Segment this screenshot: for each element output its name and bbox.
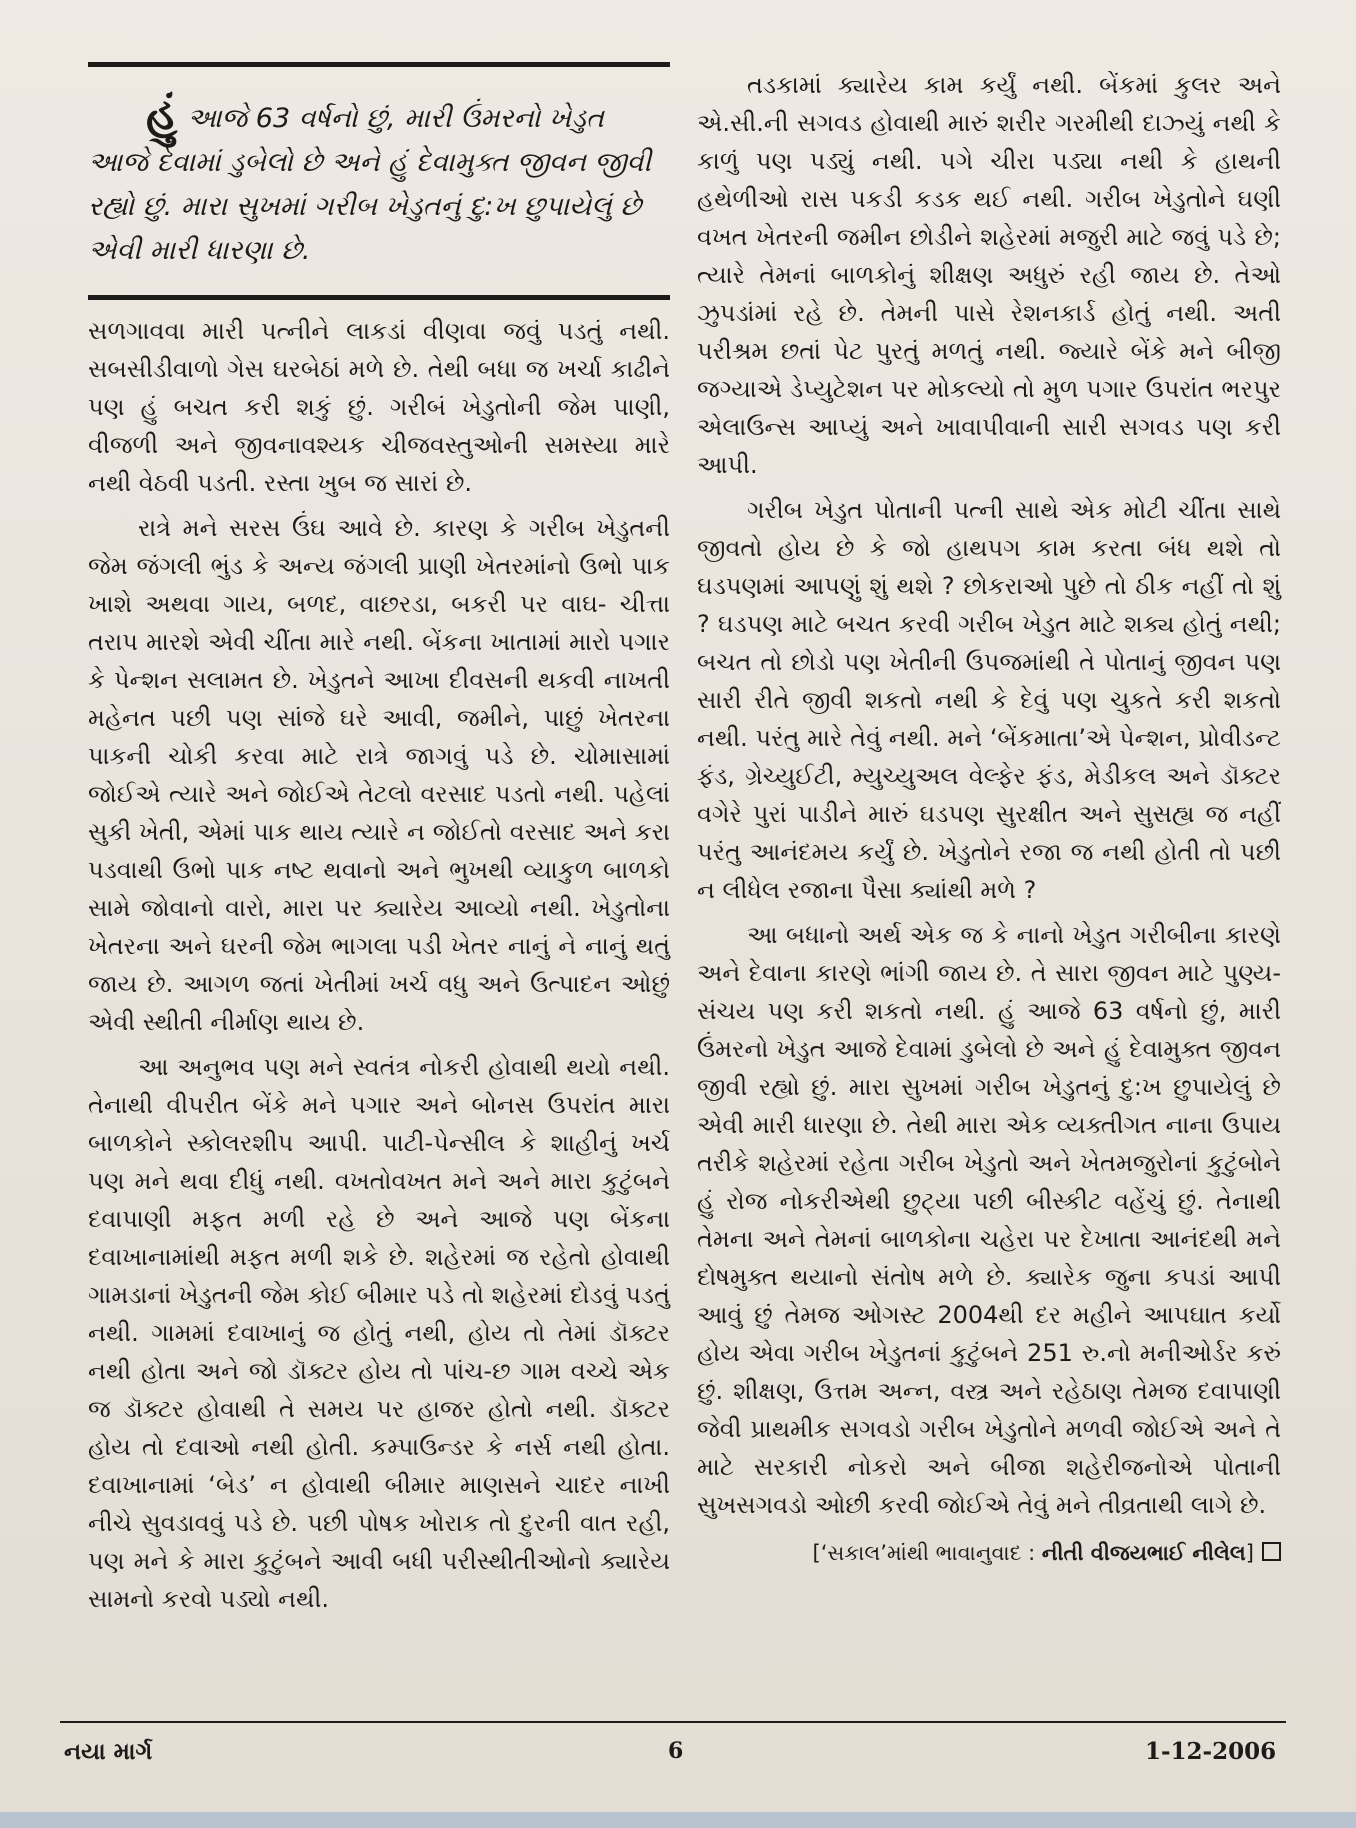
pull-quote-initial: હું [146,89,178,140]
right-paragraph-3: આ બધાનો અર્થ એક જ કે નાનો ખેડુત ગરીબીના કારણે અને દેવાના કારણે ભાંગી જાય છે. તે સારા જીવન માટે પુણ્ય-સંચય પણ કરી શકતો નથી. હું આજે 63 વર્ષનો છું, મારી ઉંમરનો ખેડુત આજે દેવામાં ડુબેલો છે અને હું દેવામુક્ત જીવન જીવી રહ્યો છું. મારા સુખમાં ગરીબ ખેડુતનું દુ:ખ છુપાયેલું છે એવી મારી ધારણા છે. તેથી મારા એક વ્યક્તીગત નાના ઉપાય તરીકે શહેરમાં રહેતા ગરીબ ખેડુતો અને ખેતમજુરોનાં કુટુંબોને હું રોજ નોકરીએથી છુટ્યા પછી બીસ્કીટ વહેંચું છું. તેનાથી તેમના અને તેમનાં બાળકોના ચહેરા પર દેખાતા આનંદથી મને દોષમુક્ત થયાનો સંતોષ મળે છે. ક્યારેક જુના કપડાં આપી આવું છું તેમજ ઓગસ્ટ 2004થી દર મહીને આપઘાત કર્યો હોય એવા ગરીબ ખેડુતનાં કુટુંબને 251 રુ.નો મનીઓર્ડર કરું છું. શીક્ષણ, ઉત્તમ અન્ન, વસ્ત્ર અને રહેઠાણ તેમજ દવાપાણી જેવી પ્રાથમીક સગવડો ગરીબ ખેડુતોને મળવી જોઈએ અને તે માટે સરકારી નોકરો અને બીજા શહેરીજનોએ પોતાની સુખસગવડો ઓછી કરવી જોઈએ તેવું મને તીવ્રતાથી લાગે છે. [697,921,1281,1519]
page-number: 6 [668,1738,684,1764]
end-mark-icon [1262,1542,1281,1561]
left-column [88,62,670,1625]
credit-suffix: ] [1245,1541,1254,1565]
pull-quote-text: આજે 63 વર્ષનો છું, મારી ઉંમરનો ખેડુત આજે દેવામાં ડુબેલો છે અને હું દેવામુક્ત જીવન જીવી રહ્યો છું. મારા સુખમાં ગરીબ ખેડુતનું દુ:ખ છુપાયેલું છે એવી મારી ધારણા છે. [88,103,652,266]
magazine-name: નયા માર્ગ [64,1738,153,1765]
pull-quote [88,67,670,295]
right-paragraph-1: તડકામાં ક્યારેય કામ કર્યું નથી. બેંકમાં કુલર અને એ.સી.ની સગવડ હોવાથી મારું શરીર ગરમીથી દાઝ્યું નથી કે કાળું પણ પડ્યું નથી. પગે ચીરા પડ્યા નથી કે હાથની હથેળીઓ રાસ પકડી કડક થઈ નથી. ગરીબ ખેડુતોને ઘણી વખત ખેતરની જમીન છોડીને શહેરમાં મજુરી માટે જવું પડે છે; ત્યારે તેમનાં બાળકોનું શીક્ષણ અધુરું રહી જાય છે. તેઓ ઝુપડાંમાં રહે છે. તેમની પાસે રેશનકાર્ડ હોતું નથી. અતી પરીશ્રમ છતાં પેટ પુરતું મળતું નથી. જ્યારે બેંકે મને બીજી જગ્યાએ ડેપ્યુટેશન પર મોકલ્યો તો મુળ પગાર ઉપરાંત ભરપુર એલાઉન્સ આપ્યું અને ખાવાપીવાની સારી સગવડ પણ કરી આપી. [697,71,1281,479]
right-column [697,66,1281,1572]
footer-rule [60,1721,1286,1723]
left-paragraph-3: આ અનુભવ પણ મને સ્વતંત્ર નોકરી હોવાથી થયો નથી. તેનાથી વીપરીત બેંકે મને પગાર અને બોનસ ઉપરાંત મારા બાળકોને સ્કોલરશીપ આપી. પાટી-પેન્સીલ કે શાહીનું ખર્ચ પણ મને થવા દીધું નથી. વખતોવખત મને અને મારા કુટુંબને દવાપાણી મફત મળી રહે છે અને આજે પણ બેંકના દવાખાનામાંથી મફત મળી શકે છે. શહેરમાં જ રહેતો હોવાથી ગામડાનાં ખેડુતની જેમ કોઈ બીમાર પડે તો શહેરમાં દોડવું પડતું નથી. ગામમાં દવાખાનું જ હોતું નથી, હોય તો તેમાં ડૉક્ટર નથી હોતા અને જો ડૉક્ટર હોય તો પાંચ-છ ગામ વચ્ચે એક જ ડૉક્ટર હોવાથી તે સમય પર હાજર હોતો નથી. ડૉક્ટર હોય તો દવાઓ નથી હોતી. કમ્પાઉન્ડર કે નર્સ નથી હોતા. દવાખાનામાં ‘બેડ’ ન હોવાથી બીમાર માણસને ચાદર નાખી નીચે સુવડાવવું પડે છે. પછી પોષક ખોરાક તો દુરની વાત રહી, પણ મને કે મારા કુટુંબને આવી બધી પરીસ્થીતીઓનો ક્યારેય સામનો કરવો પડ્યો નથી. [88,1053,670,1613]
pullquote-bottom-rule [88,295,670,300]
credit-prefix: [‘સકાલ’માંથી ભાવાનુવાદ : [812,1541,1042,1565]
scan-background-strip [0,1812,1356,1828]
translation-credit [697,1534,1281,1572]
credit-name: નીતી વીજયભાઈ નીલેલ [1041,1541,1246,1565]
right-paragraph-2: ગરીબ ખેડુત પોતાની પત્ની સાથે એક મોટી ચીંતા સાથે જીવતો હોય છે કે જો હાથપગ કામ કરતા બંધ થશે તો ઘડપણમાં આપણું શું થશે ? છોકરાઓ પુછે તો ઠીક નહીં તો શું ? ઘડપણ માટે બચત કરવી ગરીબ ખેડુત માટે શક્ય હોતું નથી; બચત તો છોડો પણ ખેતીની ઉપજમાંથી તે પોતાનું જીવન પણ સારી રીતે જીવી શકતો નથી કે દેવું પણ ચુકતે કરી શકતો નથી. પરંતુ મારે તેવું નથી. મને ‘બેંકમાતા’એ પેન્શન, પ્રોવીડન્ટ ફંડ, ગ્રેચ્યુઈટી, મ્યુચ્યુઅલ વેલ્ફેર ફંડ, મેડીકલ અને ડૉક્ટર વગેરે પુરાં પાડીને મારું ઘડપણ સુરક્ષીત અને સુસહ્ય જ નહીં પરંતુ આનંદમય કર્યું છે. ખેડુતોને રજા જ નથી હોતી તો પછી ન લીધેલ રજાના પૈસા ક્યાંથી મળે ? [697,496,1281,904]
left-paragraph-1: સળગાવવા મારી પત્નીને લાકડાં વીણવા જવું પડતું નથી. સબસીડીવાળો ગેસ ઘરબેઠાં મળે છે. તેથી બધા જ ખર્ચા કાઢીને પણ હું બચત કરી શકું છું. ગરીબં ખેડુતોની જેમ પાણી, વીજળી અને જીવનાવશ્યક ચીજવસ્તુઓની સમસ્યા મારે નથી વેઠવી પડતી. રસ્તા ખુબ જ સારાં છે. [88,317,671,497]
issue-date: 1-12-2006 [1145,1738,1277,1765]
left-paragraph-2: રાત્રે મને સરસ ઉંઘ આવે છે. કારણ કે ગરીબ ખેડુતની જેમ જંગલી ભુંડ કે અન્ય જંગલી પ્રાણી ખેતરમાંનો ઉભો પાક ખાશે અથવા ગાય, બળદ, વાછરડા, બકરી પર વાઘ- ચીત્તા તરાપ મારશે એવી ચીંતા મારે નથી. બેંકના ખાતામાં મારો પગાર કે પેન્શન સલામત છે. ખેડુતને આખા દીવસની થકવી નાખતી મહેનત પછી પણ સાંજે ઘરે આવી, જમીને, પાછું ખેતરના પાકની ચોકી કરવા માટે રાત્રે જાગવું પડે છે. ચોમાસામાં જોઈએ ત્યારે અને જોઈએ તેટલો વરસાદ પડતો નથી. પહેલાં સુકી ખેતી, એમાં પાક થાય ત્યારે ન જોઈતો વરસાદ અને કરા પડવાથી ઉભો પાક નષ્ટ થવાનો અને ભુખથી વ્યાકુળ બાળકો સામે જોવાનો વારો, મારા પર ક્યારેય આવ્યો નથી. ખેડુતોના ખેતરના અને ઘરની જેમ ભાગલા પડી ખેતર નાનું ને નાનું થતું જાય છે. આગળ જતાં ખેતીમાં ખર્ચ વધુ અને ઉત્પાદન ઓછું એવી સ્થીતી નીર્માણ થાય છે. [88,514,670,1036]
